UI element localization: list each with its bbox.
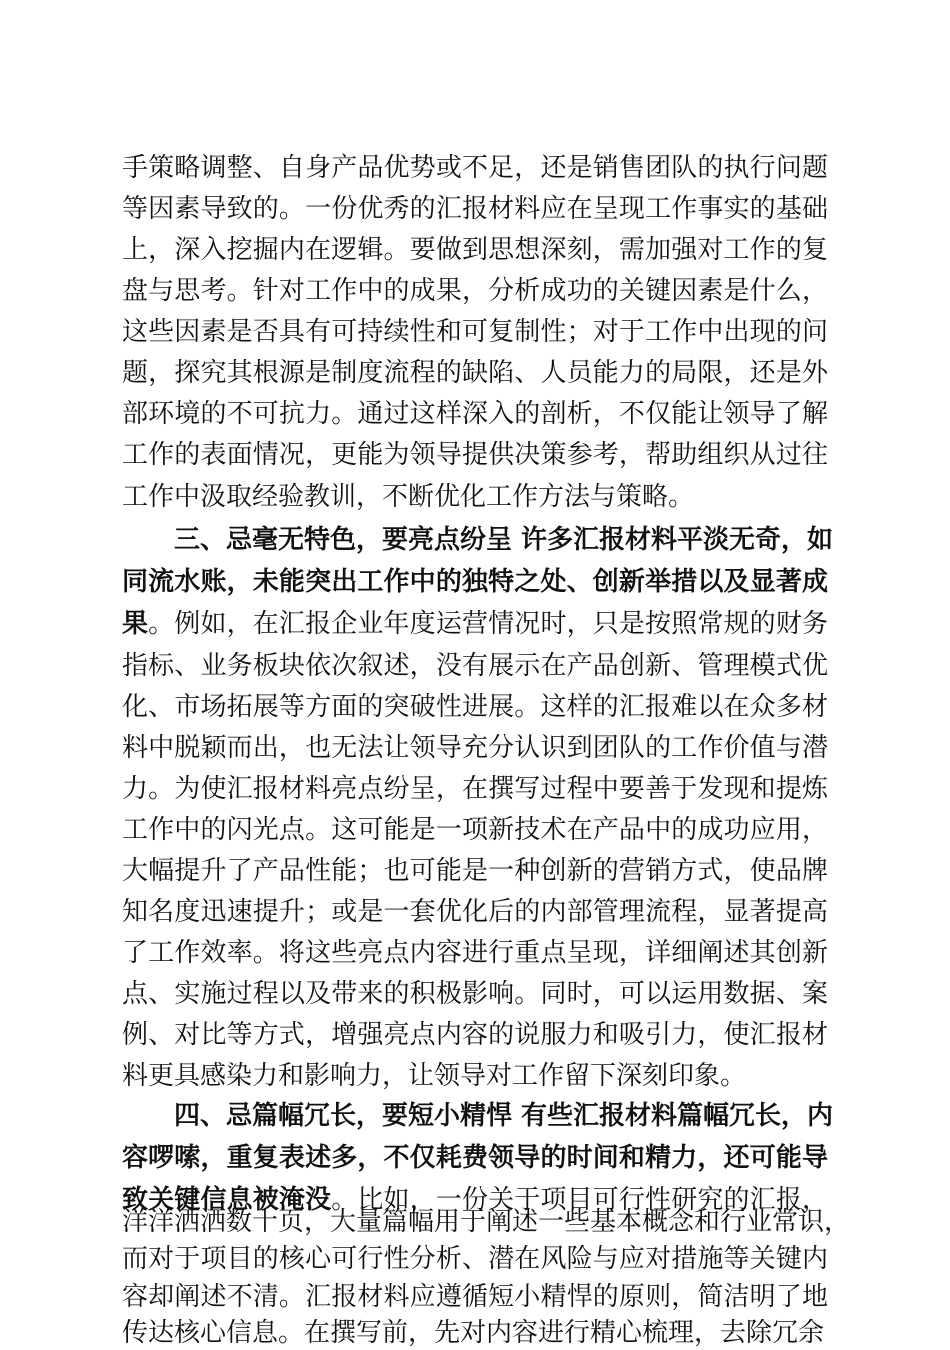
paragraph-line: 工作中汲取经验教训，不断优化工作方法与策略。 — [122, 482, 695, 512]
paragraph-line: 工作的表面情况，更能为领导提供决策参考，帮助组织从过往 — [122, 440, 828, 470]
paragraph-line: 这些因素是否具有可持续性和可复制性；对于工作中出现的问 — [122, 317, 828, 347]
section3-bold-fragment: 果 — [122, 609, 149, 639]
paragraph-line: 传达核心信息。在撰写前，先对内容进行精心梳理，去除冗余 — [122, 1318, 825, 1348]
section4-text-fragment: 。比如，一份关于项目可行性研究的汇报， — [331, 1185, 828, 1215]
paragraph-line: 题，探究其根源是制度流程的缺陷、人员能力的局限，还是外 — [122, 358, 828, 388]
paragraph-line: 大幅提升了产品性能；也可能是一种创新的营销方式，使品牌 — [122, 856, 828, 886]
section3-mixed-line — [122, 604, 828, 644]
paragraph-line: 了工作效率。将这些亮点内容进行重点呈现，详细阐述其创新 — [122, 938, 828, 968]
paragraph-line: 等因素导致的。一份优秀的汇报材料应在呈现工作事实的基础 — [122, 194, 828, 224]
paragraph-line: 部环境的不可抗力。通过这样深入的剖析，不仅能让领导了解 — [122, 399, 828, 429]
paragraph-line: 知名度迅速提升；或是一套优化后的内部管理流程，显著提高 — [122, 897, 828, 927]
section3-text-fragment: 。例如，在汇报企业年度运营情况时，只是按照常规的财务 — [148, 609, 828, 639]
paragraph-line: 上，深入挖掘内在逻辑。要做到思想深刻，需加强对工作的复 — [122, 235, 828, 265]
paragraph-line: 化、市场拓展等方面的突破性进展。这样的汇报难以在众多材 — [122, 692, 828, 722]
paragraph-line: 力。为使汇报材料亮点纷呈，在撰写过程中要善于发现和提炼 — [122, 774, 828, 804]
paragraph-line: 料中脱颖而出，也无法让领导充分认识到团队的工作价值与潜 — [122, 733, 828, 763]
paragraph-line: 例、对比等方式，增强亮点内容的说服力和吸引力，使汇报材 — [122, 1020, 828, 1050]
paragraph-line: 点、实施过程以及带来的积极影响。同时，可以运用数据、案 — [122, 979, 828, 1009]
section4-bold-fragment: 致关键信息被淹没 — [122, 1185, 332, 1215]
section3-heading-line: 同流水账，未能突出工作中的独特之处、创新举措以及显著成 — [122, 567, 828, 597]
paragraph-line: 而对于项目的核心可行性分析、潜在风险与应对措施等关键内 — [122, 1244, 828, 1274]
paragraph-line: 洋洋洒洒数十页，大量篇幅用于阐述一些基本概念和行业常识， — [122, 1207, 851, 1237]
paragraph-line: 料更具感染力和影响力，让领导对工作留下深刻印象。 — [122, 1061, 747, 1091]
section4-heading-line: 容啰嗦，重复表述多，不仅耗费领导的时间和精力，还可能导 — [122, 1143, 828, 1173]
paragraph-line: 指标、业务板块依次叙述，没有展示在产品创新、管理模式优 — [122, 651, 828, 681]
paragraph-line: 盘与思考。针对工作中的成果，分析成功的关键因素是什么， — [122, 276, 828, 306]
paragraph-line: 工作中的闪光点。这可能是一项新技术在产品中的成功应用， — [122, 815, 828, 845]
paragraph-line: 手策略调整、自身产品优势或不足，还是销售团队的执行问题 — [122, 153, 828, 183]
section4-heading-line: 四、忌篇幅冗长，要短小精悍 有些汇报材料篇幅冗长，内 — [174, 1101, 834, 1131]
paragraph-line: 容却阐述不清。汇报材料应遵循短小精悍的原则，简洁明了地 — [122, 1282, 828, 1312]
section3-heading-line: 三、忌毫无特色，要亮点纷呈 许多汇报材料平淡无奇，如 — [174, 525, 834, 555]
